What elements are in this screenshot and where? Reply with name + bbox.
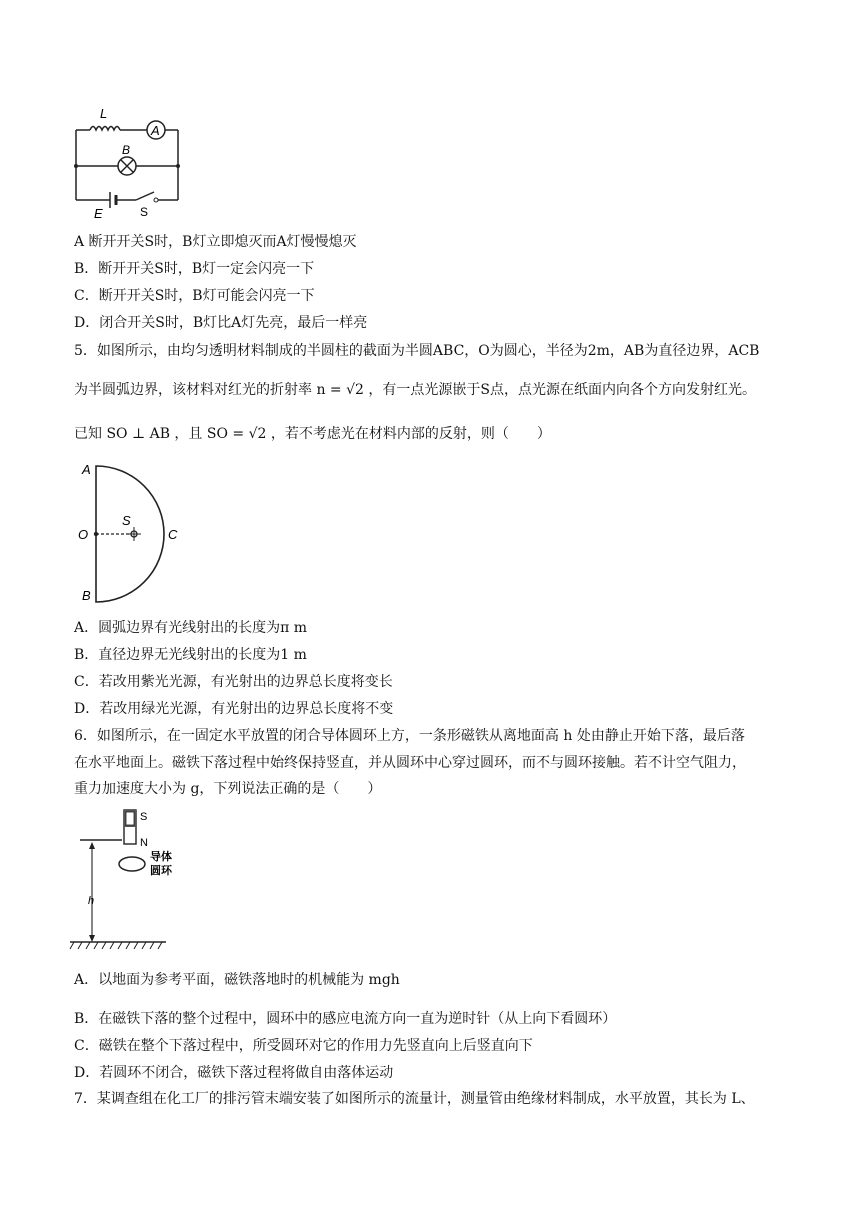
magnet-n-label: N (140, 837, 148, 849)
q6-option-b: B．在磁铁下落的整个过程中，圆环中的感应电流方向一直为逆时针（从上向下看圆环） (74, 1011, 617, 1027)
point-s-label: S (122, 513, 131, 528)
q6-option-d: D．若圆环不闭合，磁铁下落过程将做自由落体运动 (74, 1065, 394, 1081)
circuit-diagram (70, 104, 190, 220)
q5-option-c: C．若改用紫光光源，有光射出的边界总长度将变长 (74, 674, 393, 690)
q5-stem-line1: 5．如图所示，由均匀透明材料制成的半圆柱的截面为半圆ABC，O为圆心，半径为2m，AB为直径边界，ACB (74, 343, 760, 359)
ring-label-2: 圆环 (150, 865, 172, 877)
q4-option-c: C．断开开关S时，B灯可能会闪亮一下 (74, 288, 315, 304)
q5-option-b: B．直径边界无光线射出的长度为1 m (74, 647, 307, 663)
q7-stem-line1: 7．某调查组在化工厂的排污管末端安装了如图所示的流量计，测量管由绝缘材料制成，水平放置，其长为 L、 (74, 1091, 755, 1107)
point-b-label: B (82, 588, 91, 603)
q6-option-a: A．以地面为参考平面，磁铁落地时的机械能为 mgh (74, 972, 400, 988)
q6-stem-line3: 重力加速度大小为 g，下列说法正确的是（ ） (74, 781, 382, 797)
semicircle-diagram (74, 458, 194, 608)
magnet-s-label: S (140, 811, 148, 823)
q4-option-a: A 断开开关S时，B灯立即熄灭而A灯慢慢熄灭 (74, 234, 357, 250)
q6-stem-line2: 在水平地面上。磁铁下落过程中始终保持竖直，并从圆环中心穿过圆环，而不与圆环接触。若不计空气阻力， (74, 755, 746, 771)
lamp-a-label: A (151, 123, 160, 138)
q6-stem-line1: 6．如图所示，在一固定水平放置的闭合导体圆环上方，一条形磁铁从离地面高 h 处由静止开始下落，最后落 (74, 728, 745, 744)
q5-stem-line3: 已知 SO ⊥ AB ，且 SO = √2 ，若不考虑光在材料内部的反射，则（ ） (74, 426, 551, 442)
q5-option-a: A．圆弧边界有光线射出的长度为π m (74, 620, 308, 636)
point-o-label: O (78, 527, 89, 542)
q6-option-c: C．磁铁在整个下落过程中，所受圆环对它的作用力先竖直向上后竖直向下 (74, 1038, 533, 1054)
q5-stem-line2: 为半圆弧边界，该材料对红光的折射率 n = √2 ，有一点光源嵌于S点，点光源在纸面内向各个方向发射红光。 (74, 382, 756, 398)
q4-option-b: B．断开开关S时，B灯一定会闪亮一下 (74, 261, 315, 277)
magnet-ring-diagram (66, 804, 196, 952)
q4-option-d: D．闭合开关S时，B灯比A灯先亮，最后一样亮 (74, 315, 368, 331)
point-a-label: A (82, 462, 91, 477)
circuit-figure (70, 104, 190, 220)
q5-option-d: D．若改用绿光光源，有光射出的边界总长度将不变 (74, 701, 394, 717)
magnet-ring-figure (66, 804, 196, 952)
height-label: h (88, 895, 95, 907)
point-c-label: C (168, 527, 178, 542)
ring-label-1: 导体 (150, 851, 172, 863)
battery-label: E (94, 206, 103, 220)
lamp-b-label: B (122, 143, 131, 157)
inductor-label: L (100, 106, 108, 121)
semicircle-figure (74, 458, 194, 608)
switch-label: S (140, 205, 149, 219)
